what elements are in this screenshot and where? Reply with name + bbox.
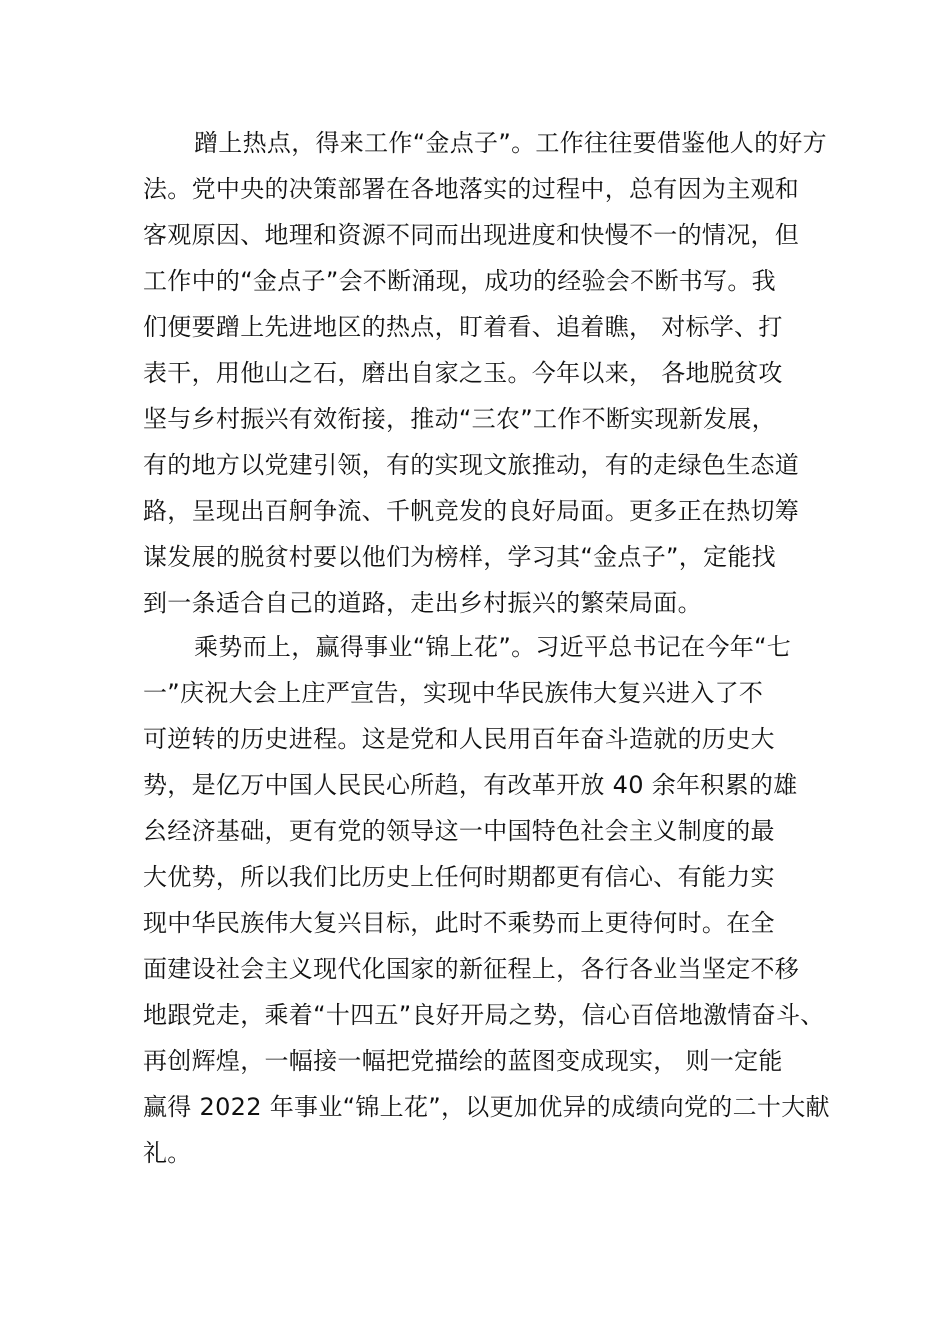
text-line: 坚与乡村振兴有效衔接，推动“三农”工作不断实现新发展， [143, 405, 776, 433]
text-line: 现中华民族伟大复兴目标，此时不乘势而上更待何时。在全 [143, 909, 775, 937]
text-line: 势，是亿万中国人民民心所趋，有改革开放 40 余年积累的雄 [143, 771, 798, 799]
text-line: 赢得 2022 年事业“锦上花”，以更加优异的成绩向党的二十大献 [143, 1093, 830, 1121]
text-line: 礼。 [143, 1139, 192, 1167]
text-line: 可逆转的历史进程。这是党和人民用百年奋斗造就的历史大 [143, 725, 775, 753]
text-line: 再创辉煌，一幅接一幅把党描绘的蓝图变成现实， 则一定能 [143, 1047, 783, 1075]
text-line: 蹭上热点，得来工作“金点子”。工作往往要借鉴他人的好方 [194, 129, 827, 157]
text-line: 谋发展的脱贫村要以他们为榜样，学习其“金点子”，定能找 [143, 543, 776, 571]
paragraph-2 [143, 624, 833, 1176]
text-line: 有的地方以党建引领，有的实现文旅推动，有的走绿色生态道 [143, 451, 800, 479]
text-line: 法。党中央的决策部署在各地落实的过程中，总有因为主观和 [143, 175, 800, 203]
text-line: 表干，用他山之石，磨出自家之玉。今年以来， 各地脱贫攻 [143, 359, 783, 387]
text-line: 工作中的“金点子”会不断涌现，成功的经验会不断书写。我 [143, 267, 776, 295]
text-line: 一”庆祝大会上庄严宣告，实现中华民族伟大复兴进入了不 [143, 679, 764, 707]
text-line: 地跟党走，乘着“十四五”良好开局之势，信心百倍地激情奋斗、 [143, 1001, 825, 1029]
text-line: 乘势而上，赢得事业“锦上花”。习近平总书记在今年“七 [194, 633, 792, 661]
text-line: 㕕经济基础，更有党的领导这一中国特色社会主义制度的最 [143, 817, 775, 845]
text-line: 到一条适合自己的道路，走出乡村振兴的繁荣局面。 [143, 589, 702, 617]
text-line: 们便要蹭上先进地区的热点，盯着看、追着瞧， 对标学、打 [143, 313, 783, 341]
text-line: 客观原因、地理和资源不同而出现进度和快慢不一的情况，但 [143, 221, 800, 249]
text-line: 面建设社会主义现代化国家的新征程上，各行各业当坚定不移 [143, 955, 800, 983]
text-line: 路，呈现出百舸争流、千帆竞发的良好局面。更多正在热切筹 [143, 497, 800, 525]
text-line: 大优势，所以我们比历史上任何时期都更有信心、有能力实 [143, 863, 775, 891]
paragraph-1 [143, 120, 833, 626]
